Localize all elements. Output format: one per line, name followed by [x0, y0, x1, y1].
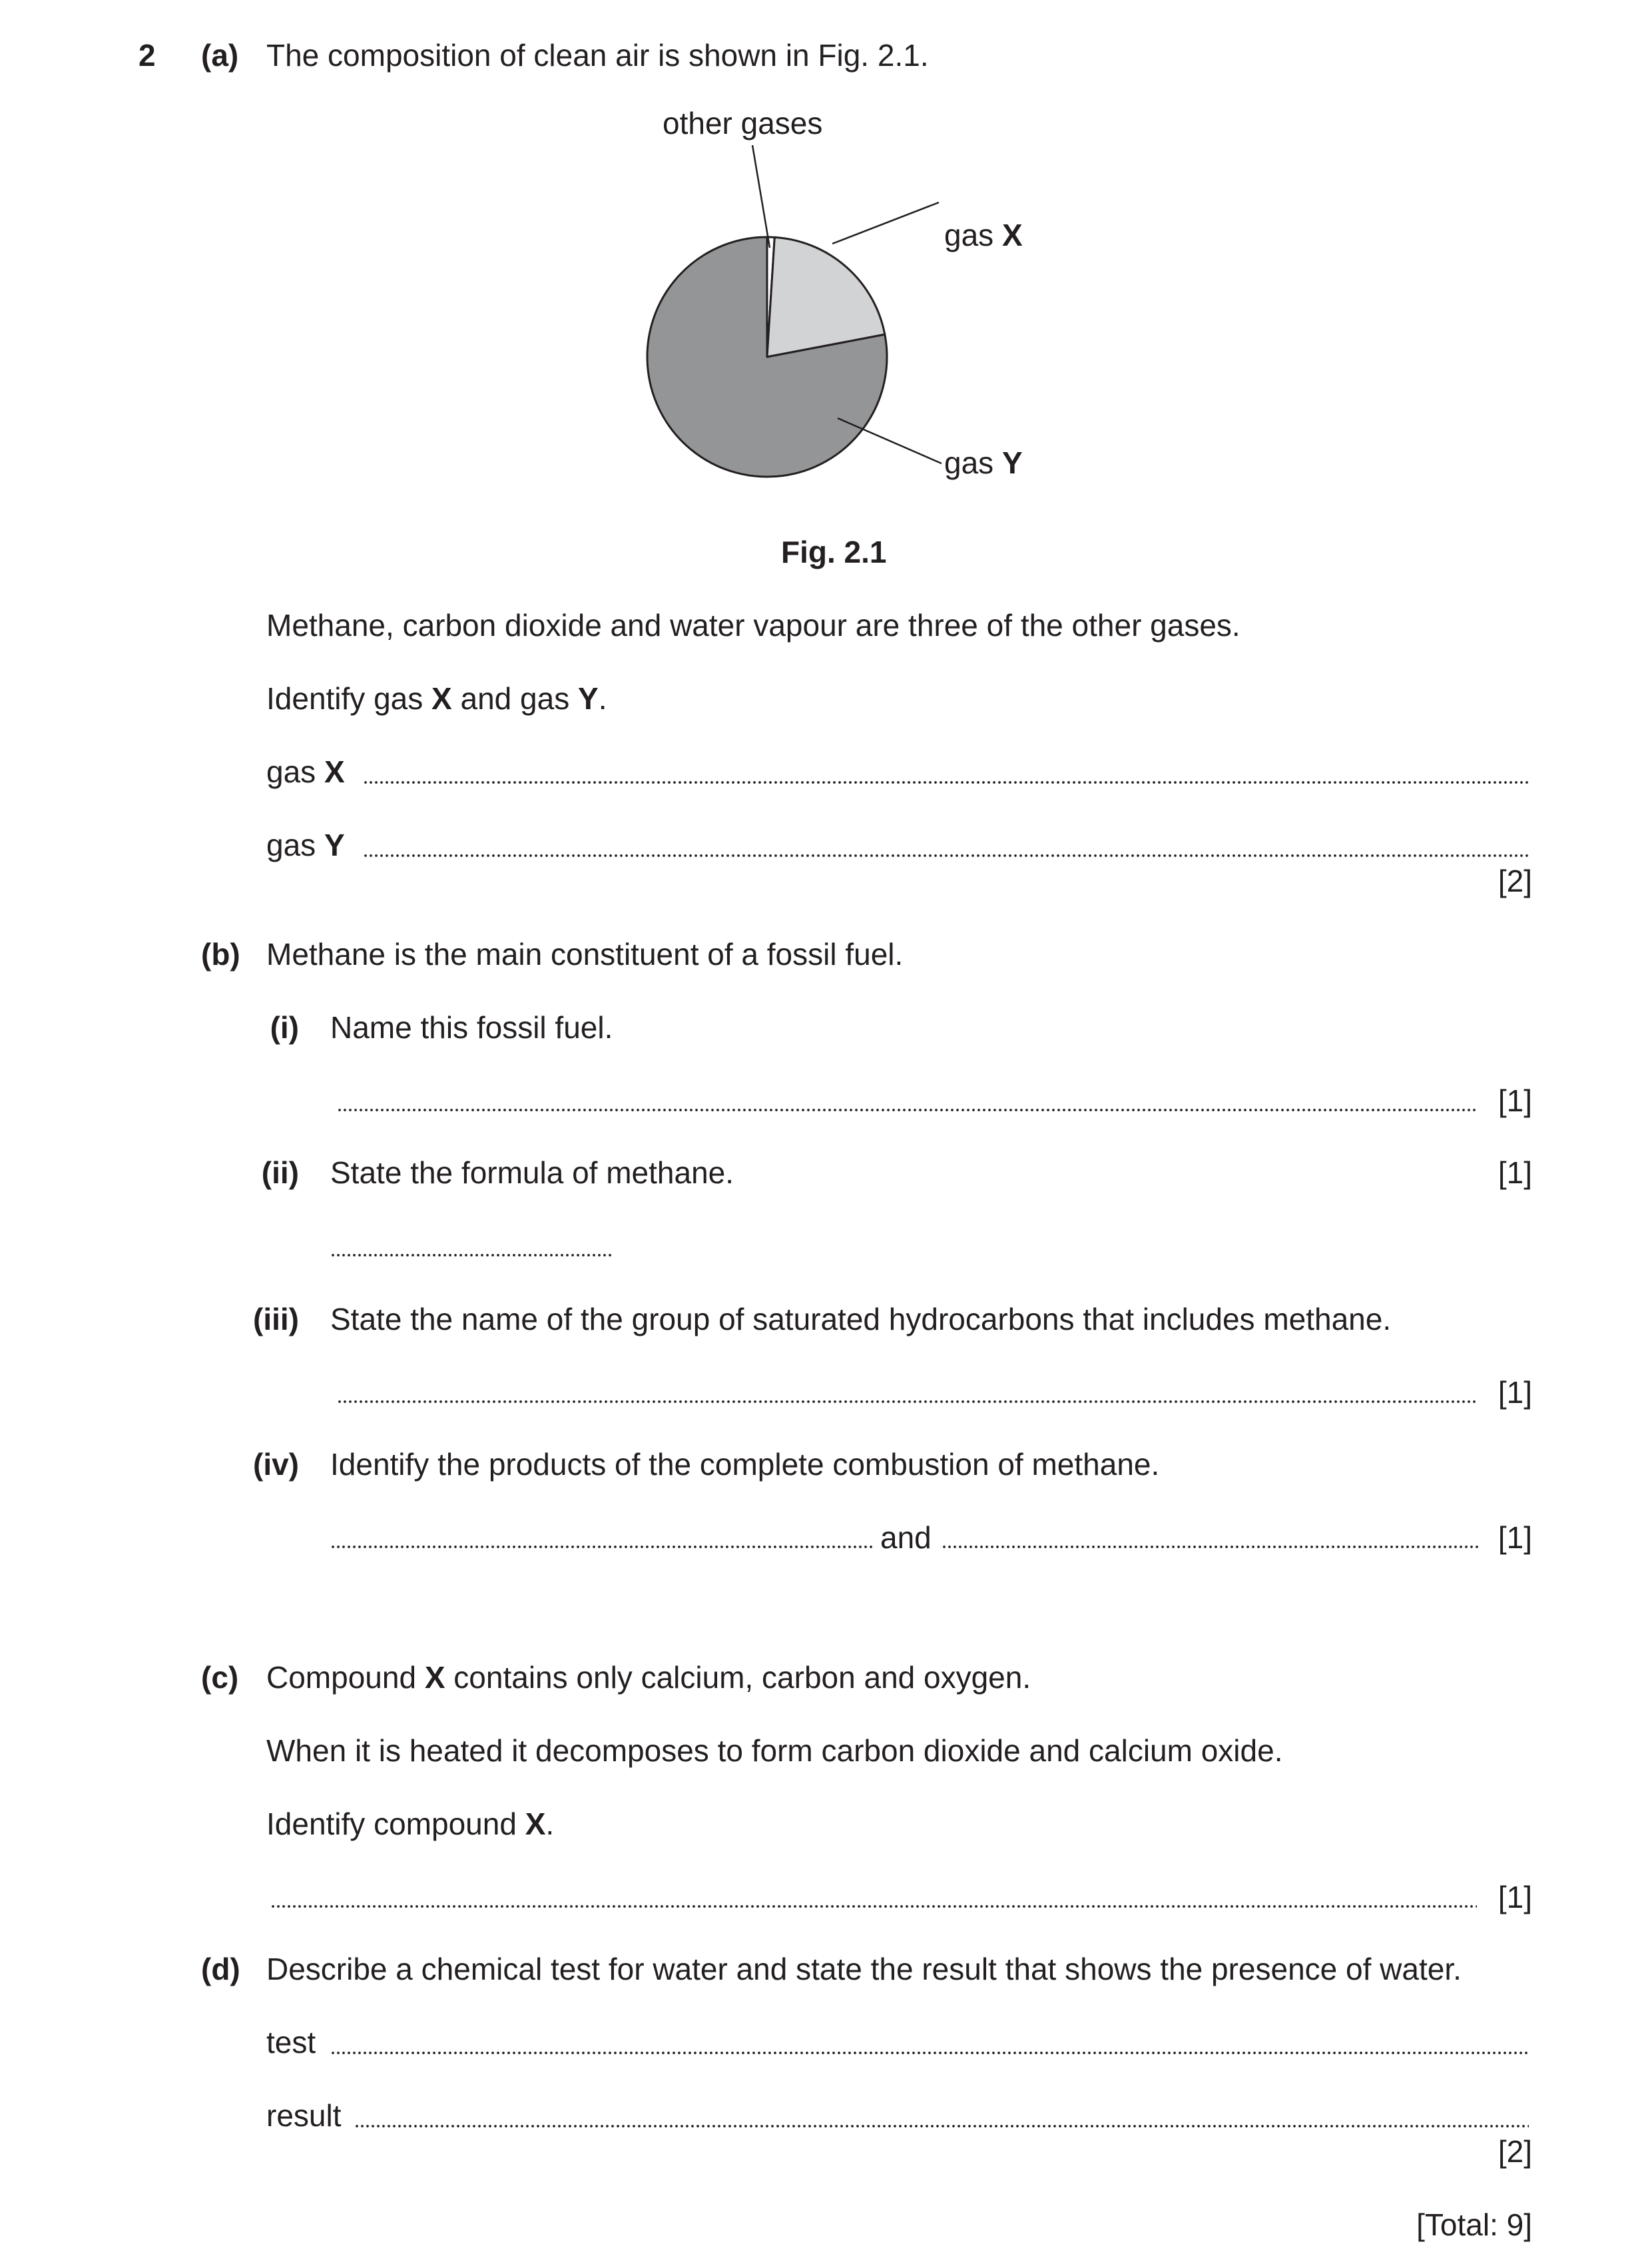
answer-line-b-iv-second[interactable]	[942, 1546, 1481, 1548]
label-gas-x-letter: X	[1001, 218, 1023, 252]
label-gas-y-prefix: gas	[944, 445, 994, 480]
label-gas-y-letter: Y	[1001, 445, 1023, 480]
part-c-text3	[266, 1809, 554, 1839]
text2-mid: and gas	[460, 681, 570, 716]
label-gas-x	[944, 220, 1023, 250]
part-d-label: (d)	[201, 1952, 240, 1986]
part-b-ii-label: (ii)	[261, 1155, 299, 1190]
answer-line-gas-y[interactable]	[363, 854, 1528, 857]
leader-line-gas-x	[832, 202, 939, 244]
answer-gas-y-prefix: gas	[266, 828, 316, 862]
answer-line-b-i[interactable]	[337, 1109, 1477, 1111]
part-d-test-label: test	[266, 2025, 316, 2060]
answer-line-gas-x[interactable]	[363, 781, 1528, 784]
part-a-text1: Methane, carbon dioxide and water vapour are three of the other gases.	[266, 608, 1240, 643]
part-a-marks: [2]	[1498, 864, 1532, 898]
figure-caption: Fig. 2.1	[781, 535, 887, 569]
part-c-text3-end: .	[545, 1807, 555, 1841]
part-b-iii-text: State the name of the group of saturated hydrocarbons that includes methane.	[330, 1302, 1392, 1336]
part-b-ii-text: State the formula of methane.	[330, 1155, 734, 1190]
part-c-label: (c)	[201, 1660, 239, 1695]
text2-y: Y	[578, 681, 599, 716]
answer-line-b-ii[interactable]	[330, 1254, 613, 1257]
part-b-i-text: Name this fossil fuel.	[330, 1010, 613, 1045]
part-c-text3-prefix: Identify compound	[266, 1807, 517, 1841]
part-a-intro: The composition of clean air is shown in Fig. 2.1.	[266, 38, 929, 73]
part-a-label: (a)	[201, 38, 239, 73]
part-b-iv-and: and	[880, 1520, 932, 1555]
part-b-iv-text: Identify the products of the complete combustion of methane.	[330, 1447, 1160, 1482]
answer-line-d-test[interactable]	[330, 2052, 1529, 2054]
part-c-text2: When it is heated it decomposes to form carbon dioxide and calcium oxide.	[266, 1733, 1283, 1768]
text2-prefix: Identify gas	[266, 681, 423, 716]
answer-gas-x-label	[266, 756, 345, 787]
label-gas-y	[944, 447, 1023, 478]
pie-slices	[647, 237, 887, 477]
part-b-iii-marks: [1]	[1498, 1375, 1532, 1410]
answer-gas-y-letter: Y	[324, 828, 345, 862]
part-b-iii-label: (iii)	[253, 1302, 299, 1336]
label-other-gases: other gases	[663, 106, 823, 141]
part-d-marks: [2]	[1498, 2134, 1532, 2169]
part-c-text1	[266, 1662, 1031, 1693]
answer-gas-x-letter: X	[324, 754, 345, 789]
part-c-marks: [1]	[1498, 1880, 1532, 1914]
part-b-intro: Methane is the main constituent of a fossil fuel.	[266, 937, 904, 972]
part-b-i-marks: [1]	[1498, 1083, 1532, 1118]
answer-gas-y-label	[266, 830, 345, 860]
answer-line-d-result[interactable]	[354, 2125, 1529, 2127]
part-c-text3-x: X	[525, 1807, 546, 1841]
label-gas-x-prefix: gas	[944, 218, 994, 252]
part-b-iv-marks: [1]	[1498, 1520, 1532, 1555]
part-c-text1-prefix: Compound	[266, 1660, 417, 1695]
answer-gas-x-prefix: gas	[266, 754, 316, 789]
part-a-text2	[266, 683, 607, 714]
part-c-text1-rest: contains only calcium, carbon and oxygen.	[453, 1660, 1031, 1695]
part-b-iv-label: (iv)	[253, 1447, 299, 1482]
part-d-result-label: result	[266, 2098, 342, 2133]
part-d-text: Describe a chemical test for water and state the result that shows the presence of water.	[266, 1952, 1462, 1986]
leader-line-other-gases	[752, 145, 770, 248]
answer-line-b-iii[interactable]	[337, 1400, 1477, 1403]
part-b-ii-marks: [1]	[1498, 1155, 1532, 1190]
text2-x: X	[431, 681, 452, 716]
total-marks: [Total: 9]	[1416, 2207, 1532, 2242]
text2-end: .	[598, 681, 607, 716]
answer-line-c[interactable]	[270, 1905, 1477, 1908]
part-c-text1-x: X	[424, 1660, 445, 1695]
part-b-label: (b)	[201, 937, 240, 972]
question-number: 2	[138, 38, 156, 73]
answer-line-b-iv-first[interactable]	[330, 1546, 872, 1548]
part-b-i-label: (i)	[270, 1010, 299, 1045]
